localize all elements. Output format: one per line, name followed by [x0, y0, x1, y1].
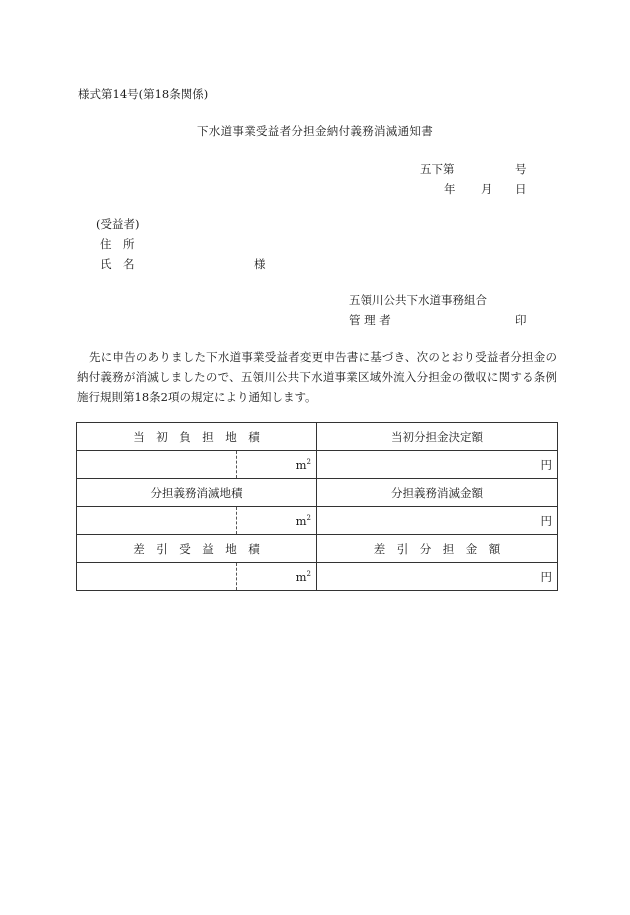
reference-suffix: 号	[515, 162, 527, 176]
net-area-value-cell	[77, 563, 237, 591]
extinguished-area-unit: $m^2$	[237, 507, 317, 535]
table-row	[77, 479, 558, 507]
recipient-address-label: 住 所	[100, 237, 135, 251]
initial-area-header: 当 初 負 担 地 積	[77, 423, 317, 451]
seal-mark: 印	[515, 313, 527, 327]
net-amount-unit: 円	[317, 563, 558, 591]
net-amount-header: 差 引 分 担 金 額	[317, 535, 558, 563]
net-area-unit: $m^2$	[237, 563, 317, 591]
extinguished-area-value-cell	[77, 507, 237, 535]
document-title: 下水道事業受益者分担金納付義務消滅通知書	[197, 124, 433, 138]
amount-table	[76, 422, 558, 591]
initial-area-value-cell	[77, 451, 237, 479]
table-row	[77, 451, 558, 479]
date-day-label: 日	[515, 182, 527, 196]
recipient-heading: (受益者)	[96, 217, 140, 231]
recipient-honorific: 様	[254, 257, 266, 271]
issuer-organization: 五領川公共下水道事務組合	[349, 293, 487, 307]
date-year-label: 年	[444, 182, 456, 196]
extinguished-area-header: 分担義務消滅地積	[77, 479, 317, 507]
initial-amount-unit: 円	[317, 451, 558, 479]
table-row	[77, 507, 558, 535]
reference-prefix: 五下第	[420, 162, 455, 176]
date-month-label: 月	[481, 182, 493, 196]
recipient-name-label: 氏 名	[100, 257, 135, 271]
issuer-manager-label: 管 理 者	[349, 313, 391, 327]
table-row	[77, 535, 558, 563]
initial-area-unit: $m^2$	[237, 451, 317, 479]
table-row	[77, 563, 558, 591]
extinguished-amount-header: 分担義務消滅金額	[317, 479, 558, 507]
form-number: 様式第14号(第18条関係)	[78, 87, 209, 101]
extinguished-amount-unit: 円	[317, 507, 558, 535]
table-row	[77, 423, 558, 451]
notice-body-text: 先に申告のありました下水道事業受益者変更申告書に基づき、次のとおり受益者分担金の納付義務が消滅しましたので、五領川公共下水道事業区域外流入分担金の徴収に関する条例施行規則第18条2項の規定により通知します。	[77, 350, 557, 404]
net-area-header: 差 引 受 益 地 積	[77, 535, 317, 563]
initial-amount-header: 当初分担金決定額	[317, 423, 558, 451]
